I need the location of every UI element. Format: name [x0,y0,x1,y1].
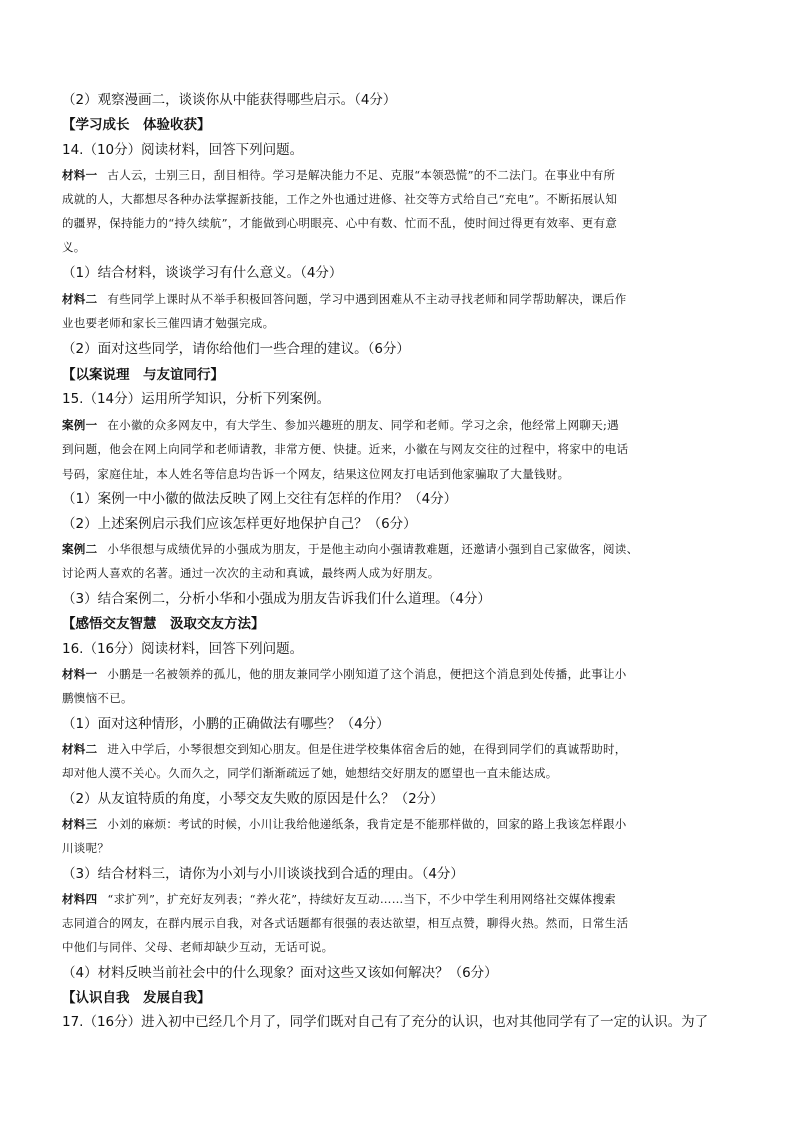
case-label: 案例二 [62,542,98,556]
material-16-4-line-2: 志同道合的网友，在群内展示自我，对各式话题都有很强的表达欲望，相互点赞，聊得火热。然而，日常生活 [62,916,629,930]
case-2-line-2: 讨论两人喜欢的名著。通过一次次的主动和真诚，最终两人成为好朋友。 [62,566,440,580]
material-text: 有些同学上课时从不举手积极回答问题，学习中遇到困难从不主动寻找老师和同学帮助解决，课后作 [107,292,627,306]
question-14-title: 14.（10分）阅读材料，回答下列问题。 [62,142,304,158]
material-text: 小刘的麻烦：考试的时候，小川让我给他递纸条，我肯定是不能那样做的，回家的路上我该怎样跟小 [107,817,627,831]
material-text: 小鹏是一名被领养的孤儿，他的朋友兼同学小刚知道了这个消息，便把这个消息到处传播，此事让小 [107,667,627,681]
question-15-1-prompt: （1）案例一中小徽的做法反映了网上交往有怎样的作用？（4分） [62,491,458,507]
material-label: 材料二 [62,292,98,306]
question-14-1-prompt: （1）结合材料，谈谈学习有什么意义。（4分） [62,265,343,281]
section-heading-learning: 【学习成长 体验收获】 [62,117,211,133]
material-1-line-4: 义。 [62,240,86,254]
material-1-line-2: 成就的人，大都想尽各种办法掌握新技能，工作之外也通过进修、社交等方式给自己“充电”。不断拓展认知 [62,192,618,206]
material-label: 材料一 [62,168,98,182]
question-16-title: 16.（16分）阅读材料，回答下列问题。 [62,641,304,657]
section-heading-self: 【认识自我 发展自我】 [62,990,211,1006]
material-16-3-line-2: 川谈呢？ [62,841,110,855]
material-16-4-line-3: 中他们与同伴、父母、老师却缺少互动，无话可说。 [62,940,334,954]
material-16-3-line-1 [62,815,738,833]
material-text: 进入中学后，小琴很想交到知心朋友。但是住进学校集体宿舍后的她，在得到同学们的真诚帮助时， [107,742,627,756]
section-heading-friendship: 【以案说理 与友谊同行】 [62,367,224,383]
question-17-title: 17.（16分）进入初中已经几个月了，同学们既对自己有了充分的认识，也对其他同学有了一定的认识。为了 [62,1014,709,1030]
material-2-line-2: 业也要老师和家长三催四请才勉强完成。 [62,316,275,330]
material-16-1-line-1 [62,665,738,683]
material-text: 古人云，士别三日，刮目相待。学习是解决能力不足、克服“本领恐慌”的不二法门。在事业中有所 [107,168,616,182]
material-label: 材料二 [62,742,98,756]
material-16-2-line-1 [62,740,738,758]
section-heading-wisdom: 【感悟交友智慧 汲取交友方法】 [62,616,265,632]
material-1-line-3: 的疆界，保持能力的“持久续航”，才能做到心明眼亮、心中有数、忙而不乱，使时间过得更有效率、更有意 [62,216,618,230]
material-label: 材料一 [62,667,98,681]
case-1-line-1 [62,416,738,434]
case-label: 案例一 [62,418,98,432]
case-text: 在小徽的众多网友中，有大学生、参加兴趣班的朋友、同学和老师。学习之余，他经常上网聊天;遇 [107,418,619,432]
material-text: “求扩列”，扩充好友列表；“养火花”，持续好友互动……当下，不少中学生利用网络社交媒体搜索 [107,892,616,906]
material-1-line-1 [62,166,738,184]
material-label: 材料三 [62,817,98,831]
question-14-2b-prompt: （2）面对这些同学，请你给他们一些合理的建议。（6分） [62,341,410,357]
question-14-2-prompt: （2）观察漫画二，谈谈你从中能获得哪些启示。（4分） [62,92,397,108]
question-16-2-prompt: （2）从友谊特质的角度，小琴交友失败的原因是什么？（2分） [62,791,444,807]
case-2-line-1 [62,540,738,558]
case-text: 小华很想与成绩优异的小强成为朋友，于是他主动向小强请教难题，还邀请小强到自己家做客，阅读、 [107,542,639,556]
question-16-1-prompt: （1）面对这种情形，小鹏的正确做法有哪些？（4分） [62,716,390,732]
material-16-1-line-2: 鹏懊恼不已。 [62,691,133,705]
material-2-line-1 [62,290,738,308]
material-16-2-line-2: 却对他人漠不关心。久而久之，同学们渐渐疏远了她，她想结交好朋友的愿望也一直未能达成。 [62,766,558,780]
question-15-title: 15.（14分）运用所学知识，分析下列案例。 [62,391,331,407]
material-16-4-line-1 [62,890,738,908]
question-15-2-prompt: （2）上述案例启示我们应该怎样更好地保护自己？（6分） [62,516,417,532]
question-15-3-prompt: （3）结合案例二，分析小华和小强成为朋友告诉我们什么道理。（4分） [62,591,491,607]
question-16-3-prompt: （3）结合材料三，请你为小刘与小川谈谈找到合适的理由。（4分） [62,866,464,882]
case-1-line-3: 号码，家庭住址，本人姓名等信息均告诉一个网友，结果这位网友打电话到他家骗取了大量钱财。 [62,467,570,481]
case-1-line-2: 到问题，他会在网上向同学和老师请教，非常方便、快捷。近来，小徽在与网友交往的过程中，将家中的电话 [62,442,629,456]
question-16-4-prompt: （4）材料反映当前社会中的什么现象？面对这些又该如何解决？（6分） [62,965,498,981]
material-label: 材料四 [62,892,98,906]
